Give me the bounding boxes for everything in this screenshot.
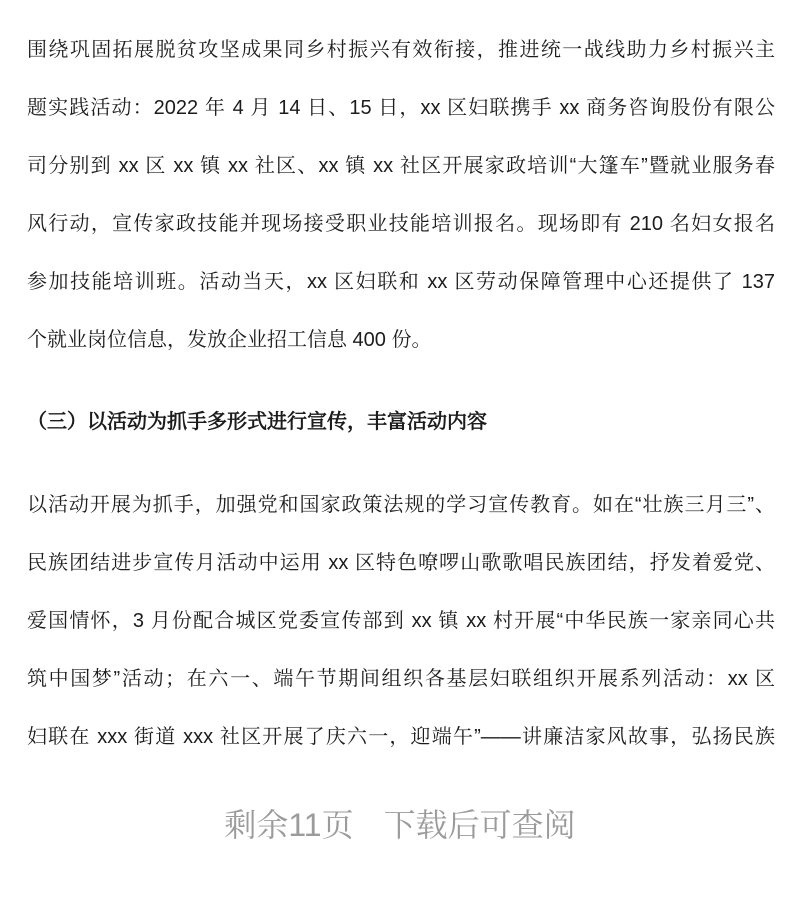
paragraph-1: [27, 21, 775, 369]
paragraph-line: 围绕巩固拓展脱贫攻坚成果同乡村振兴有效衔接，推进统一战线助力乡村振兴主: [27, 39, 775, 61]
paragraph-line: 爱国情怀，3 月份配合城区党委宣传部到 xx 镇 xx 村开展“中华民族一家亲同心共: [27, 610, 775, 632]
remaining-pages-text: 剩余11页: [224, 807, 354, 843]
download-hint-text: 下载后可查阅: [383, 807, 576, 843]
paragraph-line: 以活动开展为抓手，加强党和国家政策法规的学习宣传教育。如在“壮族三月三”、: [27, 494, 775, 516]
paragraph-2: [27, 476, 775, 766]
paragraph-line: 民族团结进步宣传月活动中运用 xx 区特色嘹啰山歌歌唱民族团结，抒发着爱党、: [27, 552, 775, 574]
paragraph-line: 个就业岗位信息，发放企业招工信息 400 份。: [27, 329, 432, 351]
paragraph-line: 风行动，宣传家政技能并现场接受职业技能培训报名。现场即有 210 名妇女报名: [27, 213, 775, 235]
document-body: [27, 21, 775, 766]
section-heading: （三）以活动为抓手多形式进行宣传，丰富活动内容: [27, 411, 487, 433]
download-prompt[interactable]: [0, 805, 800, 845]
paragraph-line: 题实践活动：2022 年 4 月 14 日、15 日，xx 区妇联携手 xx 商务咨询股份有限公: [27, 97, 775, 119]
paragraph-line: 司分别到 xx 区 xx 镇 xx 社区、xx 镇 xx 社区开展家政培训“大篷车”暨就业服务春: [27, 155, 775, 177]
paragraph-line: 妇联在 xxx 街道 xxx 社区开展了庆六一，迎端午”——讲廉洁家风故事，弘扬民族: [27, 726, 775, 748]
paragraph-line: 筑中国梦”活动；在六一、端午节期间组织各基层妇联组织开展系列活动：xx 区: [27, 668, 775, 690]
paragraph-line: 参加技能培训班。活动当天，xx 区妇联和 xx 区劳动保障管理中心还提供了 137: [27, 271, 775, 293]
